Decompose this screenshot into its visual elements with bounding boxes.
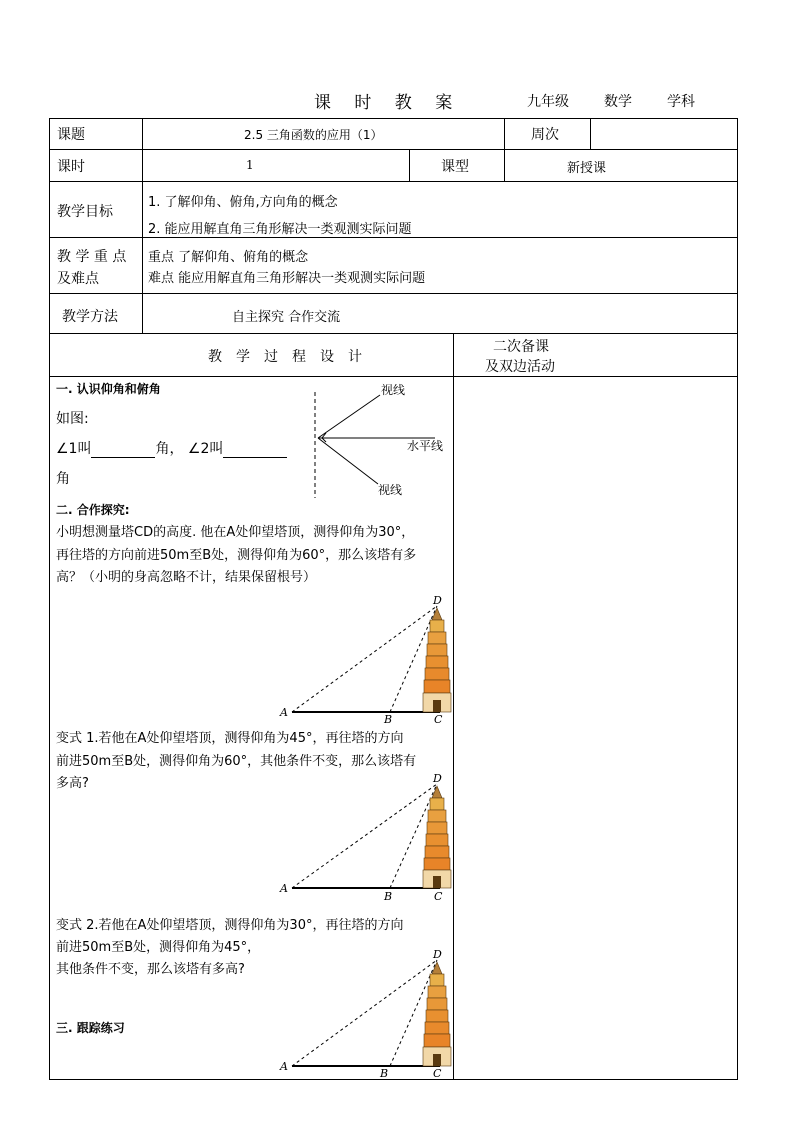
key-label-line2: 及难点 — [57, 271, 99, 287]
goal-item-1: 1. 了解仰角、俯角,方向角的概念 — [148, 195, 338, 210]
sight-up-label: 视线 — [381, 383, 406, 397]
method-value: 自主探究 合作交流 — [232, 310, 341, 325]
point-d-label: D — [433, 594, 442, 607]
goals-label: 教学目标 — [57, 204, 113, 220]
answer-blank-2[interactable] — [223, 443, 287, 458]
sight-line-figure — [290, 380, 450, 500]
grade-label: 九年级 — [527, 94, 569, 110]
type-value: 新授课 — [567, 161, 607, 176]
section2-line3: 高？（小明的身高忽略不计，结果保留根号） — [56, 570, 317, 585]
sight-down-label: 视线 — [378, 483, 403, 497]
pagoda-icon — [423, 608, 451, 712]
point-a-label: A — [280, 1060, 288, 1073]
key-label-line1: 教 学 重 点 — [57, 249, 127, 265]
answer-blank-1[interactable] — [91, 443, 155, 458]
point-a-label: A — [280, 706, 288, 719]
tower-figure-1 — [280, 592, 455, 724]
section2-line1: 小明想测量塔CD的高度. 他在A处仰望塔顶，测得仰角为30°， — [56, 525, 415, 540]
variant1-line1: 变式 1.若他在A处仰望塔顶，测得仰角为45°，再往塔的方向 — [56, 731, 404, 746]
period-value: 1 — [246, 158, 254, 172]
section1-intro: 如图: — [56, 411, 89, 427]
section1-title: 一. 认识仰角和俯角 — [56, 382, 161, 396]
point-d-label: D — [433, 772, 442, 785]
section1-question-end: 角 — [56, 471, 70, 487]
prep-header-line1: 二次备课 — [493, 339, 549, 355]
point-c-label: C — [434, 890, 443, 903]
topic-label: 课题 — [57, 127, 85, 143]
variant1-line3: 多高? — [56, 776, 89, 791]
section1-question — [56, 438, 287, 458]
goal-item-2: 2. 能应用解直角三角形解决一类观测实际问题 — [148, 222, 412, 237]
sight-line-down — [318, 438, 378, 484]
topic-value: 2.5 三角函数的应用（1） — [244, 128, 383, 142]
point-b-label: B — [384, 713, 393, 726]
point-c-label: C — [434, 713, 443, 726]
method-label: 教学方法 — [62, 309, 118, 325]
pagoda-icon — [423, 962, 451, 1066]
point-a-label: A — [280, 882, 288, 895]
subject-label: 数学 — [604, 94, 632, 110]
point-b-label: B — [380, 1067, 389, 1080]
section3-title: 三. 跟踪练习 — [56, 1021, 125, 1035]
angle2-text: 角， ∠2叫 — [155, 441, 224, 457]
horizontal-label: 水平线 — [407, 439, 444, 453]
tower-figure-3 — [280, 946, 455, 1078]
angle1-text: ∠1叫 — [56, 441, 92, 457]
variant1-line2: 前进50m至B处，测得仰角为60°，其他条件不变，那么该塔有 — [56, 754, 417, 769]
period-label: 课时 — [57, 159, 85, 175]
key-point: 重点 了解仰角、俯角的概念 — [148, 250, 309, 265]
page-title: 课 时 教 案 — [314, 93, 462, 113]
tower-figure-2 — [280, 770, 455, 902]
point-c-label: C — [433, 1067, 442, 1080]
process-header: 教 学 过 程 设 计 — [208, 349, 362, 365]
variant2-line1: 变式 2.若他在A处仰望塔顶，测得仰角为30°，再往塔的方向 — [56, 918, 404, 933]
difficulty: 难点 能应用解直角三角形解决一类观测实际问题 — [148, 271, 426, 286]
section2-title: 二. 合作探究: — [56, 503, 130, 517]
prep-header-line2: 及双边活动 — [485, 359, 555, 375]
sight-line-up — [318, 395, 380, 438]
subject-suffix: 学科 — [667, 94, 695, 110]
pagoda-icon — [423, 786, 451, 888]
variant2-line3: 其他条件不变，那么该塔有多高? — [56, 962, 245, 977]
point-d-label: D — [433, 948, 442, 961]
section2-line2: 再往塔的方向前进50m至B处，测得仰角为60°，那么该塔有多 — [56, 548, 417, 563]
type-label: 课型 — [441, 159, 469, 175]
variant2-line2: 前进50m至B处，测得仰角为45°， — [56, 940, 261, 955]
week-label: 周次 — [531, 127, 559, 143]
point-b-label: B — [384, 890, 393, 903]
